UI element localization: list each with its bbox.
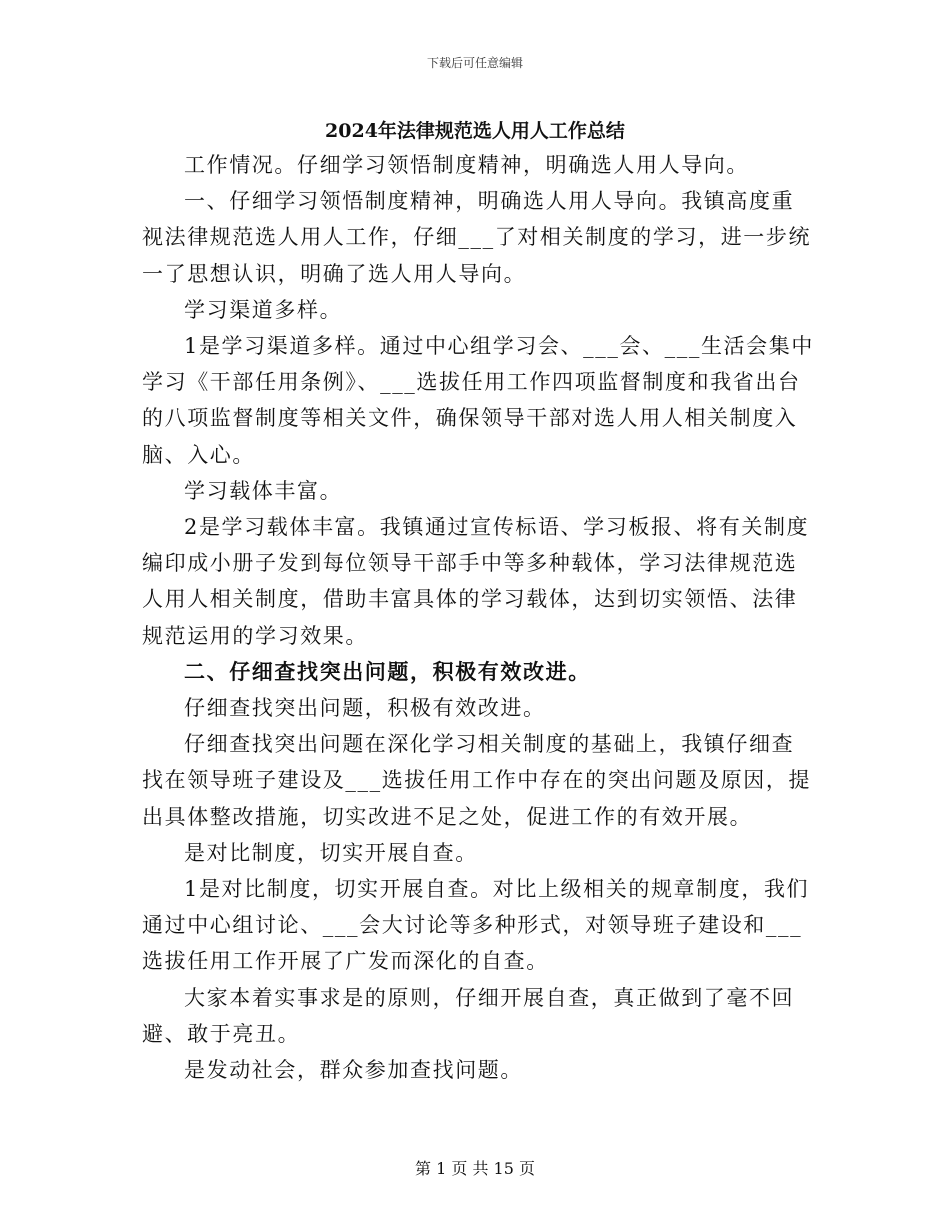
paragraph: 一、仔细学习领悟制度精神，明确选人用人导向。我镇高度重视法律规范选人用人工作，仔细___了对相关制度的学习，进一步统一了思想认识，明确了选人用人导向。 bbox=[142, 189, 812, 286]
document-title: 2024年法律规范选人用人工作总结 bbox=[325, 120, 625, 142]
paragraph: 学习载体丰富。 bbox=[184, 478, 343, 503]
paragraph: 1是对比制度，切实开展自查。对比上级相关的规章制度，我们通过中心组讨论、___会大讨论等多种形式，对领导班子建设和___选拔任用工作开展了广发而深化的自查。 bbox=[142, 877, 810, 974]
paragraph: 学习渠道多样。 bbox=[184, 297, 343, 322]
paragraph: 2是学习载体丰富。我镇通过宣传标语、学习板报、将有关制度编印成小册子发到每位领导干部手中等多种载体，学习法律规范选人用人相关制度，借助丰富具体的学习载体，达到切实领悟、法律规范运用的学习效果。 bbox=[142, 515, 810, 648]
paragraph: 是发动社会，群众参加查找问题。 bbox=[184, 1058, 523, 1083]
page-footer: 第 1 页 共 15 页 bbox=[415, 1159, 535, 1178]
paragraph: 大家本着实事求是的原则，仔细开展自查，真正做到了毫不回避、敢于亮丑。 bbox=[142, 985, 795, 1046]
document-body bbox=[142, 147, 814, 1088]
paragraph: 1是学习渠道多样。通过中心组学习会、___会、___生活会集中学习《干部任用条例》、___选拔任用工作四项监督制度和我省出台的八项监督制度等相关文件，确保领导干部对选人用人相关制度入脑、入心。 bbox=[142, 334, 814, 467]
paragraph: 工作情况。仔细学习领悟制度精神，明确选人用人导向。 bbox=[184, 153, 749, 177]
paragraph: 是对比制度，切实开展自查。 bbox=[184, 840, 478, 865]
paragraph: 仔细查找突出问题在深化学习相关制度的基础上，我镇仔细查找在领导班子建设及___选拔任用工作中存在的突出问题及原因，提出具体整改措施，切实改进不足之处，促进工作的有效开展。 bbox=[142, 732, 812, 829]
section-heading: 二、仔细查找突出问题，积极有效改进。 bbox=[184, 658, 591, 684]
page-header: 下载后可任意编辑 bbox=[426, 56, 523, 70]
paragraph: 仔细查找突出问题，积极有效改进。 bbox=[184, 696, 546, 721]
